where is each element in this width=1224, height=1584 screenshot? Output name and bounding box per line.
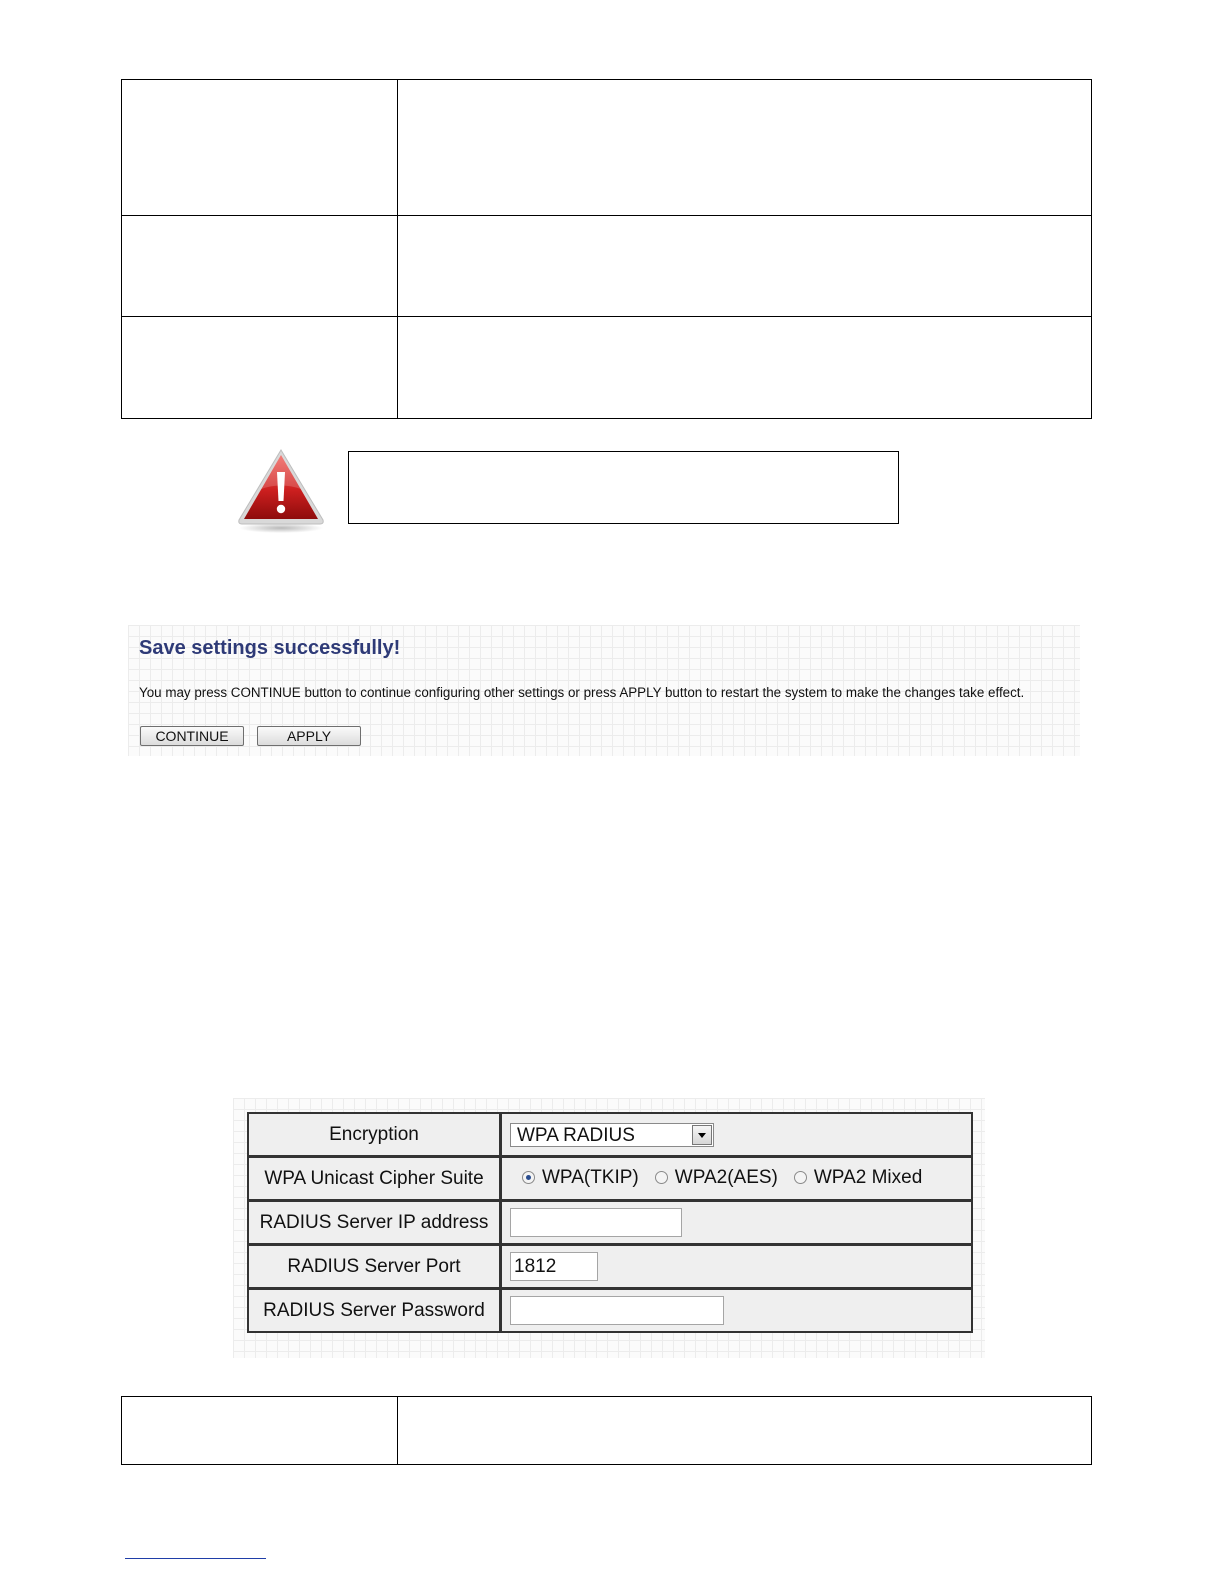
server-ip-cell: [501, 1200, 973, 1244]
table-cell-label: [122, 1397, 398, 1465]
description-table-bottom: [121, 1396, 1092, 1465]
apply-button[interactable]: APPLY: [257, 726, 361, 746]
table-cell-description: [398, 317, 1092, 419]
note-box: [348, 451, 899, 524]
server-port-label: RADIUS Server Port: [247, 1244, 501, 1288]
save-title: Save settings successfully!: [139, 637, 401, 659]
table-cell-label: [122, 80, 398, 216]
table-cell-label: [122, 317, 398, 419]
radius-settings-panel: [233, 1098, 985, 1358]
server-ip-input[interactable]: [510, 1208, 682, 1237]
server-password-label: RADIUS Server Password: [247, 1288, 501, 1333]
radio-wpa2-aes[interactable]: [655, 1167, 778, 1189]
radio-button-checked[interactable]: [522, 1171, 535, 1184]
warning-triangle-icon: [235, 446, 327, 534]
continue-button[interactable]: CONTINUE: [140, 726, 244, 746]
radio-label: WPA(TKIP): [542, 1166, 639, 1188]
table-cell-description: [398, 216, 1092, 317]
radio-button[interactable]: [655, 1171, 668, 1184]
save-settings-panel: [128, 625, 1080, 756]
description-table-top: [121, 79, 1092, 419]
encryption-select[interactable]: [510, 1123, 714, 1147]
table-row: [247, 1244, 973, 1288]
cipher-suite-cell: [501, 1156, 973, 1200]
footer-link-underline[interactable]: [125, 1558, 266, 1559]
radio-button[interactable]: [794, 1171, 807, 1184]
cipher-suite-label: WPA Unicast Cipher Suite: [247, 1156, 501, 1200]
server-port-input[interactable]: [510, 1252, 598, 1281]
server-password-input[interactable]: [510, 1296, 724, 1325]
server-ip-label: RADIUS Server IP address: [247, 1200, 501, 1244]
table-cell-description: [398, 80, 1092, 216]
encryption-label: Encryption: [247, 1112, 501, 1156]
radio-label: WPA2 Mixed: [813, 1166, 923, 1188]
server-password-cell: [501, 1288, 973, 1333]
radio-wpa-tkip[interactable]: [522, 1167, 639, 1189]
radius-settings-table: [247, 1112, 973, 1333]
server-port-cell: [501, 1244, 973, 1288]
encryption-select-value: WPA RADIUS: [517, 1124, 635, 1146]
table-row: [247, 1156, 973, 1200]
chevron-down-icon[interactable]: [692, 1125, 712, 1145]
encryption-cell: [501, 1112, 973, 1156]
table-row: [247, 1200, 973, 1244]
cipher-radio-group: [510, 1167, 938, 1189]
table-cell-description: [398, 1397, 1092, 1465]
table-cell-label: [122, 216, 398, 317]
radio-label: WPA2(AES): [674, 1166, 778, 1188]
save-message: You may press CONTINUE button to continue configuring other settings or press APPLY button to restart the system to make the changes take effect.: [139, 685, 1025, 700]
table-row: [247, 1112, 973, 1156]
table-row: [247, 1288, 973, 1333]
radio-wpa2-mixed[interactable]: [794, 1167, 922, 1189]
